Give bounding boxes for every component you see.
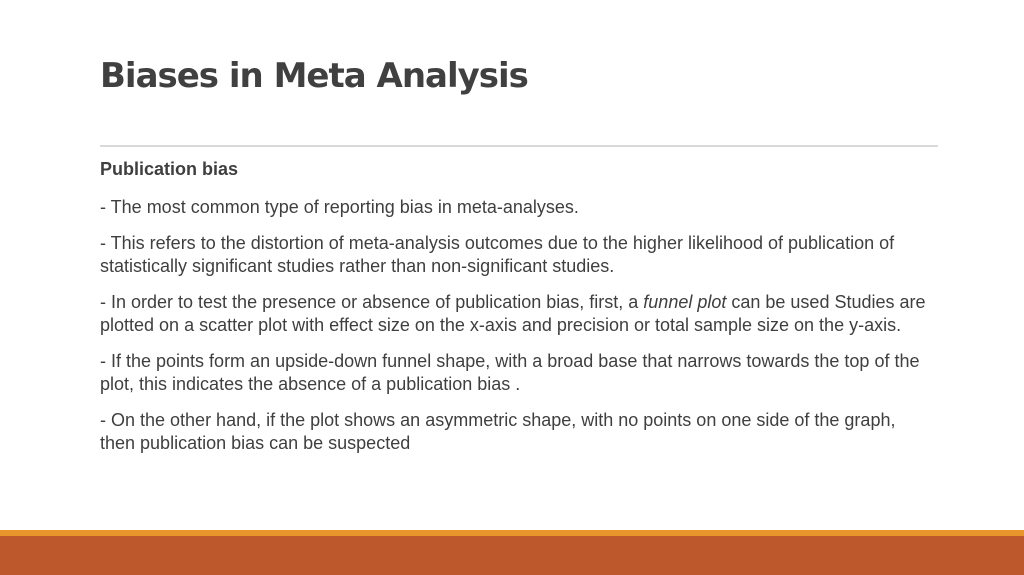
bullet-5: - On the other hand, if the plot shows an asymmetric shape, with no points on one side of the graph, then publication bias can be suspected bbox=[100, 410, 896, 453]
footer-band bbox=[0, 536, 1024, 575]
slide-body bbox=[100, 158, 930, 468]
bullet-3-text-end: can be used Studies are plotted on a scatter plot with effect size on the x-axis and precision or total sample size on the y-axis. bbox=[100, 292, 926, 335]
bullet-3 bbox=[100, 291, 930, 337]
bullet-1: - The most common type of reporting bias in meta-analyses. bbox=[100, 197, 579, 217]
section-heading: Publication bias bbox=[100, 159, 239, 179]
title-divider bbox=[100, 145, 938, 147]
bullet-2: - This refers to the distortion of meta-analysis outcomes due to the higher likelihood of publication of statistically significant studies rather than non-significant studies. bbox=[100, 233, 895, 276]
slide-title: Biases in Meta Analysis bbox=[100, 56, 528, 96]
funnel-plot-term: funnel plot bbox=[643, 292, 727, 312]
bullet-3-text-start: - In order to test the presence or absence of publication bias, first, a bbox=[100, 292, 644, 312]
bullet-4: - If the points form an upside-down funnel shape, with a broad base that narrows towards the top of the plot, this indicates the absence of a publication bias . bbox=[100, 351, 920, 394]
